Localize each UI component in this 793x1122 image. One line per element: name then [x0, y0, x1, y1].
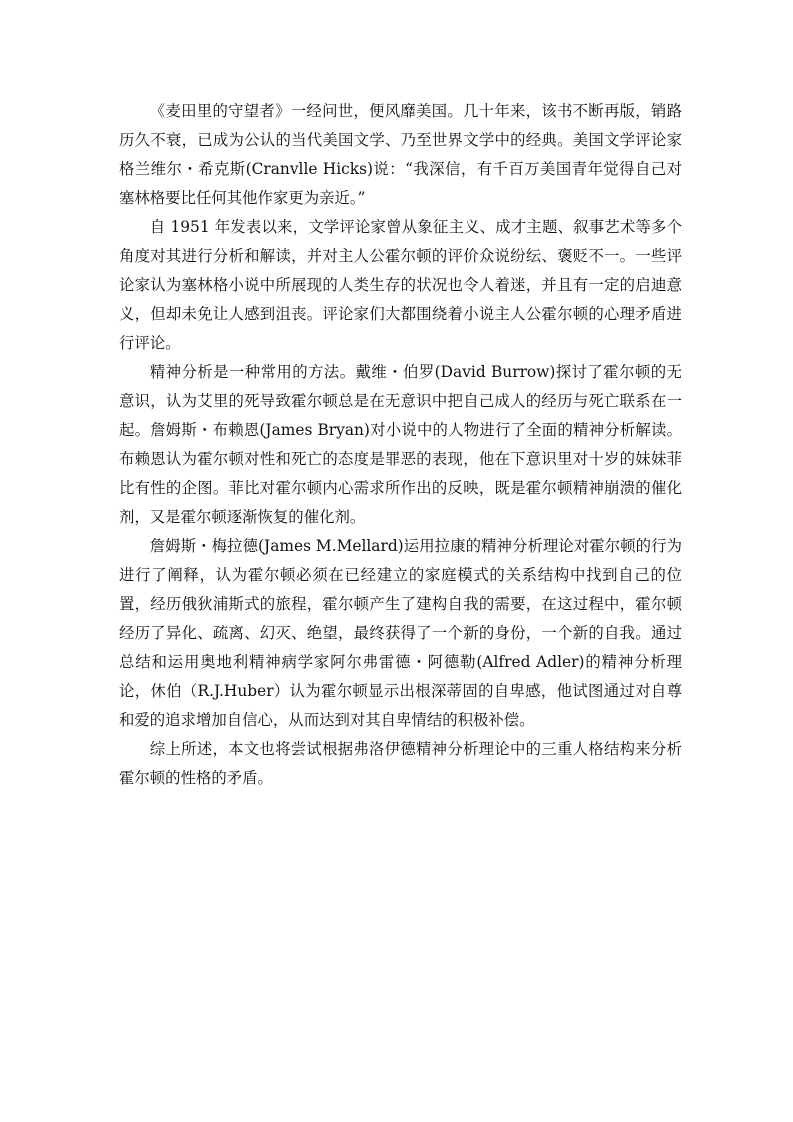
paragraph-mellard-huber: 詹姆斯・梅拉德(James M.Mellard)运用拉康的精神分析理论对霍尔顿的行为进行了阐释，认为霍尔顿必须在已经建立的家庭模式的关系结构中找到自己的位置，经历俄狄浦斯式的旅程，霍尔顿产生了建构自我的需要，在这过程中，霍尔顿经历了异化、疏离、幻灭、绝望，最终获得了一个新的身份，一个新的自我。通过总结和运用奥地利精神病学家阿尔弗雷德・阿德勒(Alfred Adler)的精神分析理论，休伯（R.J.Huber）认为霍尔顿显示出根深蒂固的自卑感，他试图通过对自尊和爱的追求增加自信心，从而达到对其自卑情结的积极补偿。 [119, 537, 682, 729]
paragraph-intro: 《麦田里的守望者》一经问世，便风靡美国。几十年来，该书不断再版，销路历久不衰，已成为公认的当代美国文学、乃至世界文学中的经典。美国文学评论家格兰维尔・希克斯(Cranvlle Hicks)说：“我深信，有千百万美国青年觉得自己对塞林格要比任何其他作家更为亲近。” [119, 102, 682, 207]
paragraph-summary: 综上所述，本文也将尝试根据弗洛伊德精神分析理论中的三重人格结构来分析霍尔顿的性格的矛盾。 [119, 740, 682, 787]
paragraph-criticism: 自 1951 年发表以来，文学评论家曾从象征主义、成才主题、叙事艺术等多个角度对其进行分析和解读，并对主人公霍尔顿的评价众说纷纭、褒贬不一。一些评论家认为塞林格小说中所展现的人类生存的状况也令人着迷，并且有一定的启迪意义，但却未免让人感到沮丧。评论家们大都围绕着小说主人公霍尔顿的心理矛盾进行评论。 [119, 218, 682, 352]
body-text [119, 97, 682, 793]
paragraph-psychoanalysis: 精神分析是一种常用的方法。戴维・伯罗(David Burrow)探讨了霍尔顿的无意识，认为艾里的死导致霍尔顿总是在无意识中把自己成人的经历与死亡联系在一起。詹姆斯・布赖恩(James Bryan)对小说中的人物进行了全面的精神分析解读。布赖恩认为霍尔顿对性和死亡的态度是罪恶的表现，他在下意识里对十岁的妹妹菲比有性的企图。菲比对霍尔顿内心需求所作出的反映，既是霍尔顿精神崩溃的催化剂，又是霍尔顿逐渐恢复的催化剂。 [119, 363, 682, 526]
